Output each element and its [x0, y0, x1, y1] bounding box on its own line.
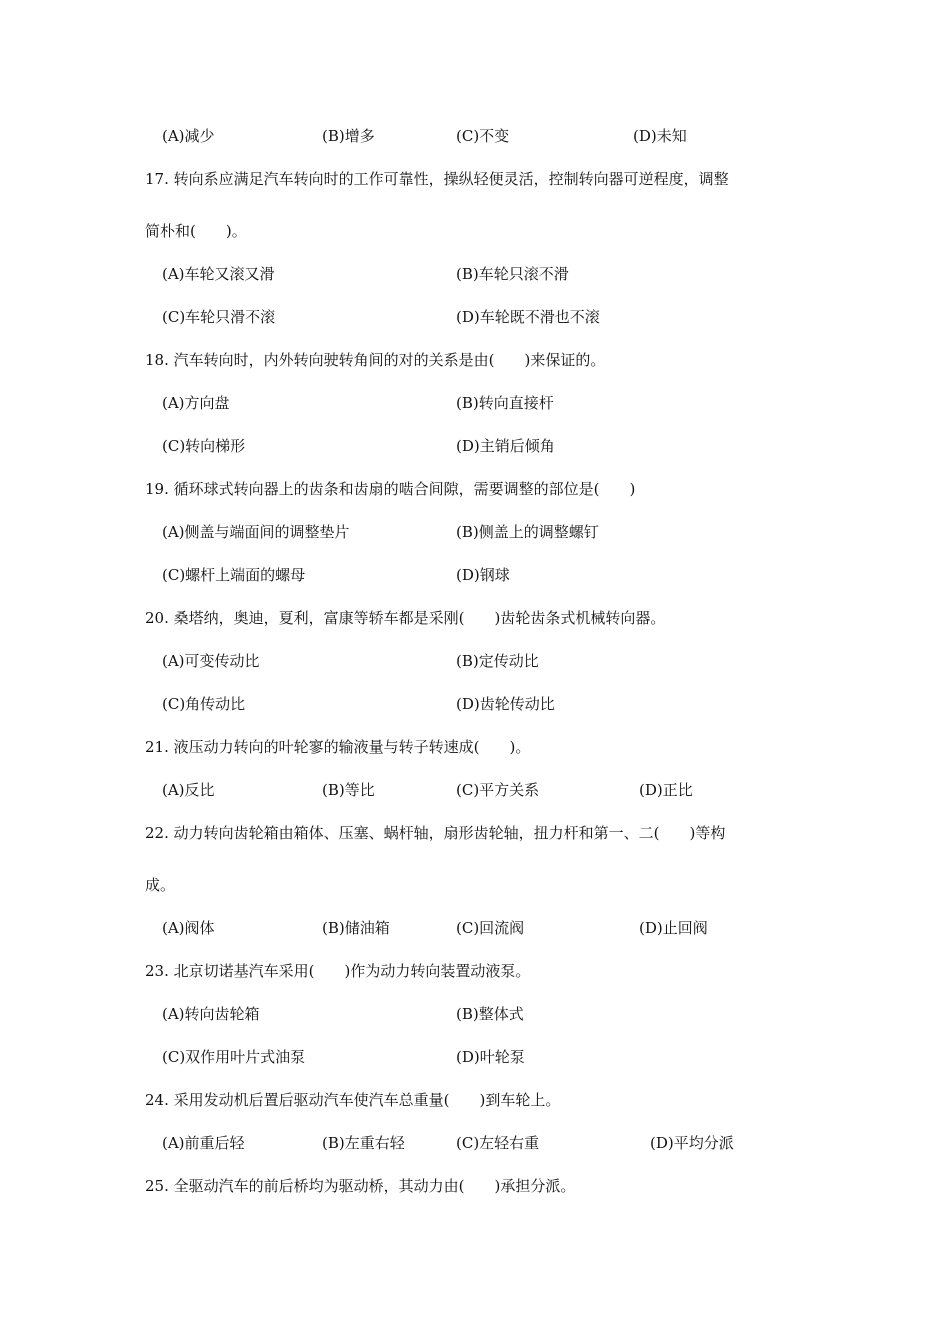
q18-option-d: (D)主销后倾角 — [456, 437, 555, 455]
q17-option-d: (D)车轮既不滑也不滚 — [456, 308, 600, 326]
q24-option-d: (D)平均分派 — [650, 1134, 734, 1152]
q17-option-b: (B)车轮只滚不滑 — [456, 265, 569, 283]
q22-option-b: (B)储油箱 — [322, 919, 390, 937]
q17-option-a: (A)车轮又滚又滑 — [162, 265, 275, 283]
q21-option-a: (A)反比 — [162, 781, 215, 799]
q22-option-c: (C)回流阀 — [456, 919, 525, 937]
q16-option-d: (D)未知 — [633, 127, 687, 145]
q19-text: 19. 循环球式转向器上的齿条和齿扇的啮合间隙，需要调整的部位是( ) — [145, 480, 636, 498]
q21-text: 21. 液压动力转向的叶轮寥的输液量与转子转速成( )。 — [145, 738, 531, 756]
q24-option-b: (B)左重右轻 — [322, 1134, 405, 1152]
q24-option-a: (A)前重后轻 — [162, 1134, 245, 1152]
q21-option-c: (C)平方关系 — [456, 781, 540, 799]
q24-option-c: (C)左轻右重 — [456, 1134, 540, 1152]
q22-option-a: (A)阀体 — [162, 919, 215, 937]
q19-option-a: (A)侧盖与端面间的调整垫片 — [162, 523, 350, 541]
q19-option-d: (D)钢球 — [456, 566, 510, 584]
q16-option-a: (A)减少 — [162, 127, 215, 145]
q20-option-d: (D)齿轮传动比 — [456, 695, 555, 713]
q20-option-a: (A)可变传动比 — [162, 652, 260, 670]
q23-option-a: (A)转向齿轮箱 — [162, 1005, 260, 1023]
q22-option-d: (D)止回阀 — [639, 919, 708, 937]
q23-option-d: (D)叶轮泵 — [456, 1048, 525, 1066]
q24-text: 24. 采用发动机后置后驱动汽车使汽车总重量( )到车轮上。 — [145, 1091, 561, 1109]
q18-option-a: (A)方向盘 — [162, 394, 230, 412]
q18-option-b: (B)转向直接杆 — [456, 394, 554, 412]
q20-option-b: (B)定传动比 — [456, 652, 539, 670]
q21-option-d: (D)正比 — [639, 781, 693, 799]
q16-option-b: (B)增多 — [322, 127, 375, 145]
q18-option-c: (C)转向梯形 — [162, 437, 246, 455]
q23-text: 23. 北京切诺基汽车采用( )作为动力转向装置动液泵。 — [145, 962, 531, 980]
q23-option-b: (B)整体式 — [456, 1005, 524, 1023]
q17-option-c: (C)车轮只滑不滚 — [162, 308, 276, 326]
q23-option-c: (C)双作用叶片式油泵 — [162, 1048, 306, 1066]
q22-text-line1: 22. 动力转向齿轮箱由箱体、压塞、蜗杆轴，扇形齿轮轴，扭力杆和第一、二( )等构 — [145, 824, 726, 842]
q20-text: 20. 桑塔纳，奥迪，夏利，富康等轿车都是采刚( )齿轮齿条式机械转向器。 — [145, 609, 666, 627]
q19-option-b: (B)侧盖上的调整螺钉 — [456, 523, 599, 541]
q17-text-line1: 17. 转向系应满足汽车转向时的工作可靠性，操纵轻便灵活，控制转向器可逆程度，调整 — [145, 170, 729, 188]
q17-text-line2: 简朴和( )。 — [145, 222, 247, 240]
q22-text-line2: 成。 — [145, 876, 176, 894]
q25-text: 25. 全驱动汽车的前后桥均为驱动桥，其动力由( )承担分派。 — [145, 1177, 576, 1195]
q19-option-c: (C)螺杆上端面的螺母 — [162, 566, 306, 584]
q20-option-c: (C)角传动比 — [162, 695, 246, 713]
q18-text: 18. 汽车转向时，内外转向驶转角间的对的关系是由( )来保证的。 — [145, 351, 606, 369]
q16-option-c: (C)不变 — [456, 127, 510, 145]
q21-option-b: (B)等比 — [322, 781, 375, 799]
